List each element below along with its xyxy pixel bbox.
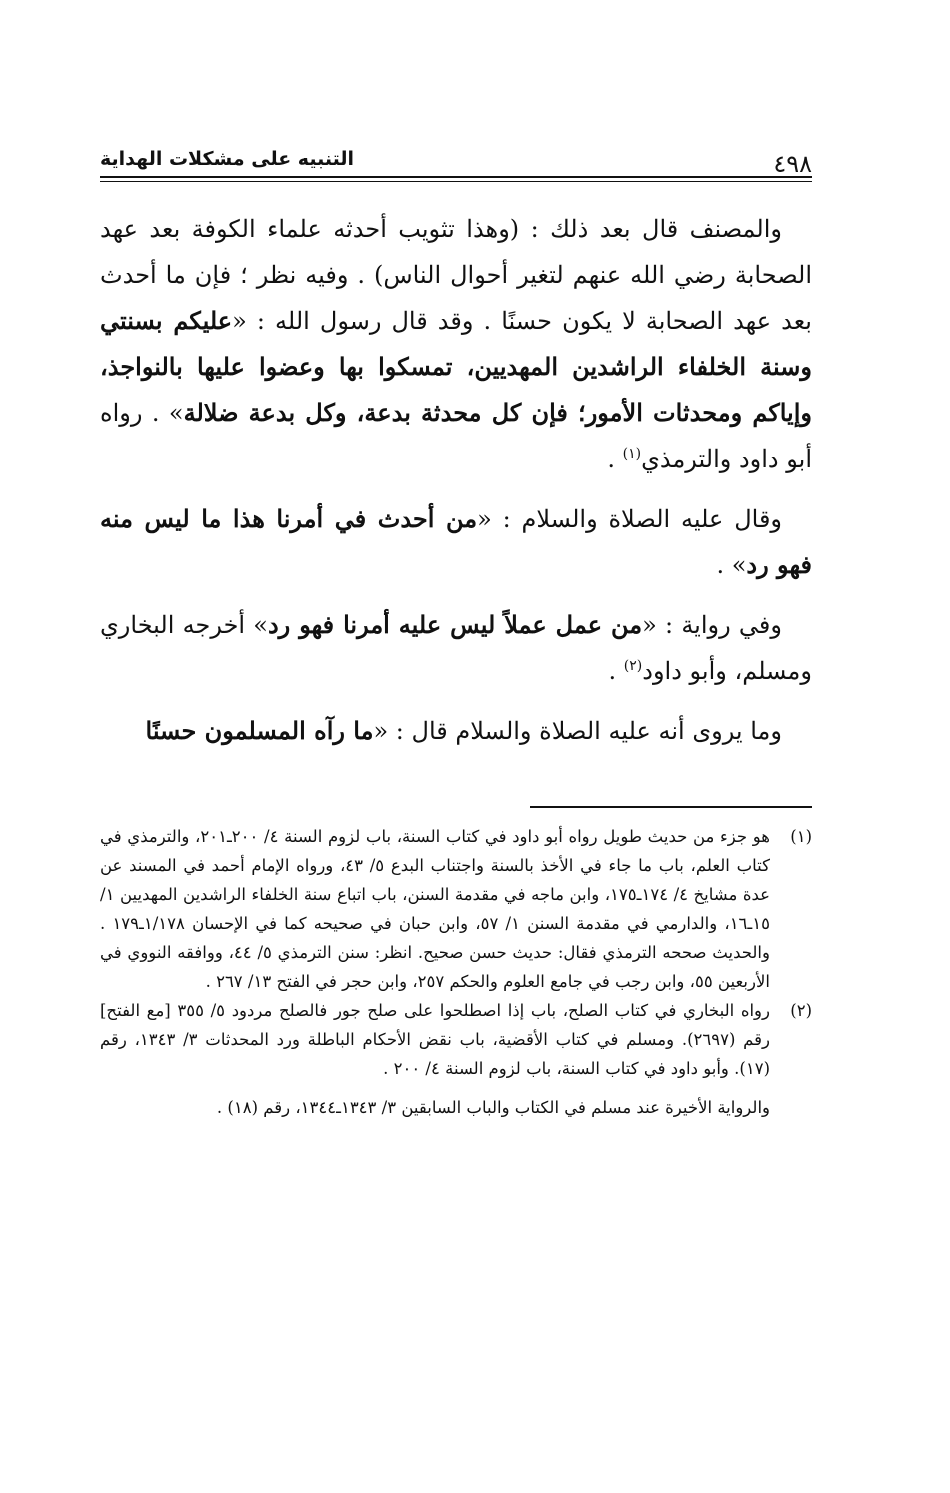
p4-text-a: وما يروى أنه عليه الصلاة والسلام قال : «	[373, 717, 782, 745]
p2-text-a: وقال عليه الصلاة والسلام : «	[477, 505, 782, 533]
p3-hadith-quote: من عمل عملاً ليس عليه أمرنا فهو رد	[267, 610, 643, 639]
footnotes	[100, 822, 812, 1139]
p1-text-d: .	[607, 445, 623, 473]
header-rule	[100, 176, 812, 178]
header-rule-thin	[100, 181, 812, 182]
p3-text-c: » أخرجه البخاري ومسلم، وأبو داود	[100, 611, 812, 685]
paragraph-2	[100, 496, 812, 588]
paragraph-4	[100, 708, 812, 754]
footnote-2	[100, 996, 812, 1083]
footnote-extra-note: والرواية الأخيرة عند مسلم في الكتاب والباب السابقين ٣/ ١٣٤٣ـ١٣٤٤، رقم (١٨) .	[216, 1098, 770, 1117]
p4-hadith-quote: ما رآه المسلمون حسنًا	[145, 716, 374, 745]
page-header	[100, 140, 812, 180]
p1-text-a: والمصنف قال بعد ذلك : (وهذا تثويب أحدثه علماء الكوفة بعد عهد الصحابة رضي الله عنهم لتغير أحوال الناس) . وفيه نظر ؛ فإن ما أحدث بعد عهد الصحابة لا يكون حسنًا . وقد قال رسول الله : «	[100, 215, 812, 335]
p1-text-c: » . رواه أبو داود والترمذي	[100, 399, 812, 473]
p2-text-c: » .	[716, 551, 747, 579]
footnote-1	[100, 822, 812, 996]
p3-text-d: .	[608, 657, 624, 685]
footnote-number: (١)	[790, 827, 812, 846]
footnote-ref-1[interactable]: (١)	[622, 446, 642, 462]
main-text	[100, 206, 812, 768]
page-number: ٤٩٨	[773, 150, 812, 178]
p1-hadith-quote: عليكم بسنتي وسنة الخلفاء الراشدين المهديين، تمسكوا بها وعضوا عليها بالنواجذ، وإياكم ومحدثات الأمور؛ فإن كل محدثة بدعة، وكل بدعة ضلالة	[100, 306, 812, 427]
footnote-separator	[530, 806, 812, 808]
footnote-text: هو جزء من حديث طويل رواه أبو داود في كتاب السنة، باب لزوم السنة ٤/ ٢٠٠ـ٢٠١، والترمذي في كتاب العلم، باب ما جاء في الأخذ بالسنة واجتناب البدع ٥/ ٤٣، ورواه الإمام أحمد في المسند عن عدة مشايخ ٤/ ١٧٤ـ١٧٥، وابن ماجه في مقدمة السنن، باب اتباع سنة الخلفاء الراشدين المهديين ١/ ١٥ـ١٦، والدارمي في مقدمة السنن ١/ ٥٧، وابن حبان في صحيحه كما في الإحسان ١/١٧٨ـ١٧٩ . والحديث صححه الترمذي فقال: حديث حسن صحيح. انظر: سنن الترمذي ٥/ ٤٤، ووافقه النووي في الأربعين ٥٥، وابن رجب في جامع العلوم والحكم ٢٥٧، وابن حجر في الفتح ١٣/ ٢٦٧ .	[100, 827, 771, 991]
p3-text-a: وفي رواية : «	[642, 611, 782, 639]
p2-hadith-quote: من أحدث في أمرنا هذا ما ليس منه فهو رد	[100, 504, 812, 579]
running-title: التنبيه على مشكلات الهداية	[100, 148, 354, 170]
footnote-number: (٢)	[790, 1001, 812, 1020]
footnote-ref-2[interactable]: (٢)	[623, 658, 643, 674]
paragraph-3	[100, 602, 812, 694]
paragraph-1	[100, 206, 812, 482]
footnote-text: رواه البخاري في كتاب الصلح، باب إذا اصطلحوا على صلح جور فالصلح مردود ٥/ ٣٥٥ [مع الفتح] رقم (٢٦٩٧). ومسلم في كتاب الأقضية، باب نقض الأحكام الباطلة ورد المحدثات ٣/ ١٣٤٣، رقم (١٧). وأبو داود في كتاب السنة، باب لزوم السنة ٤/ ٢٠٠ .	[100, 1001, 770, 1078]
